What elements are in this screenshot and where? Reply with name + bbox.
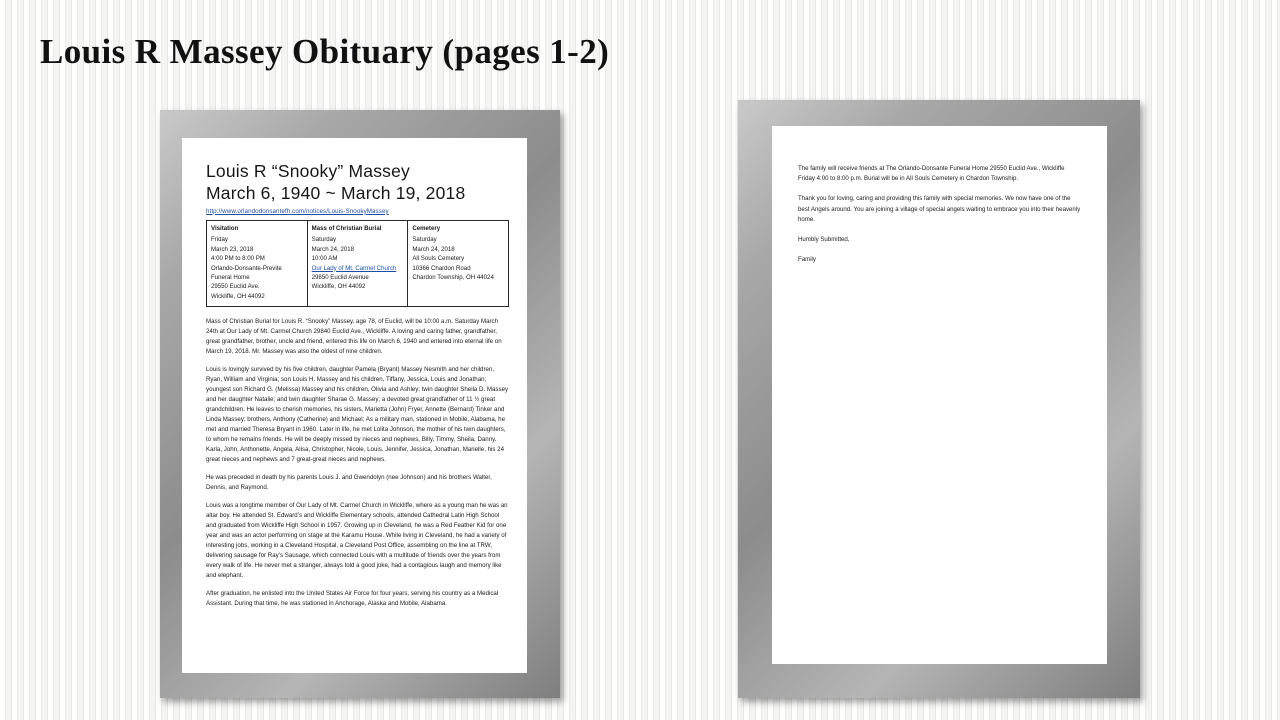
obituary-page-2-content <box>772 126 1107 664</box>
cell-line: 29550 Euclid Ave. <box>211 283 260 291</box>
cell-line: 4:00 PM to 8:00 PM <box>211 255 265 263</box>
document-frame-page-1[interactable] <box>160 110 560 698</box>
cell-line: Funeral Home <box>211 273 250 281</box>
cell-line: All Souls Cemetery <box>412 255 465 263</box>
obituary-paragraph: Louis is lovingly survived by his five children, daughter Pamela (Bryant) Massey Nesmith and her children, Ryan, William and Virginia; son Louis H. Massey and his children, Tiffany, Jessica, Louis and Jonathan; youngest son Richard G. (Melissa) Massey and his children, Olivia and Ashley; twin daughter Sheila D. Massey and her daughter Natalie; and twin daughter Sharae G. Massey; a devoted great grandfather of 11 ½ great grandchildren. He leaves to cherish memories, his sisters, Marietta (John) Fryer, Annette (Bernard) Tinker and Linda Massey; brothers, Anthony (Catherine) and Michael; As a military man, stationed in Mobile, Alabama, he met and married Theresa Bryant in 1960. Later in life, he met Lolita Johnson, the mother of his twin daughters, to whom he remains friends. He will be deeply missed by nieces and nephews, Billy, Timmy, Sheila, Danny, Karla, John, Anthonette, Angela, Alisa, Christopher, Nicole, Louis, Jennifer, Jessica, Jonathan, Marielle, his 24 great nieces and nephews and 7 great-great nieces and nephews. <box>206 366 509 463</box>
service-details-table <box>206 220 509 308</box>
church-link[interactable]: Our Lady of Mt. Carmel Church <box>311 264 397 272</box>
cell-line: Orlando-Donsante-Previte <box>211 264 282 272</box>
table-header-row <box>207 220 509 235</box>
cell-line: March 23, 2018 <box>211 245 254 253</box>
table-cell-visitation <box>207 235 308 307</box>
table-header-cemetery: Cemetery <box>408 220 509 235</box>
cell-line: 29850 Euclid Avenue <box>311 273 369 281</box>
cell-line: Saturday <box>311 236 337 244</box>
obituary-source-link[interactable]: http://www.orlandodonsantefh.com/notices/Louis-SnookyMassey <box>206 207 389 215</box>
document-frame-page-2[interactable] <box>738 100 1140 698</box>
obituary-page-1-content <box>182 138 527 673</box>
closing-line: Humbly Submitted, <box>798 236 850 244</box>
obituary-paragraph: After graduation, he enlisted into the United States Air Force for four years, serving his country as a Medical Assistant. During that time, he was stationed in Anchorage, Alaska and Mobile, Alabama. <box>206 589 499 607</box>
obituary-paragraph: Thank you for loving, caring and providing this family with special memories. We now have one of the best Angels around. You are joining a village of special angels waiting to embrace you into their heavenly home. <box>798 195 1081 223</box>
obituary-paragraph: He was preceded in death by his parents Louis J. and Gwendolyn (nee Johnson) and his brothers Walter, Dennis, and Raymond. <box>206 473 492 491</box>
cell-line: Saturday <box>412 236 437 244</box>
cell-line: 10366 Chardon Road <box>412 264 471 272</box>
obituary-paragraph: Louis was a longtime member of Our Lady of Mt. Carmel Church in Wickliffe, where as a young man he was an altar boy. He attended St. Edward’s and Wickliffe Elementary schools, attended Cathedral Latin High School and graduated from Wickliffe High School in 1957. Growing up in Cleveland, he was a Red Feather Kid for one year and was an actor performing on stage at the Karamu House. While living in Cleveland, he had a variety of interesting jobs, working in a Cleveland Hospital, a Cleveland Post Office, assembling on the line at TRW, delivering sausage for Ray’s Sausage, which connected Louis with a multitude of friends over the years from every walk of life. He never met a stranger, always told a good joke, had a contagious laugh and memory like and elephant. <box>206 501 508 579</box>
table-row <box>207 235 509 307</box>
table-cell-cemetery <box>408 235 509 307</box>
deceased-dates: March 6, 1940 ~ March 19, 2018 <box>206 183 466 204</box>
obituary-paragraph: The family will receive friends at The Orlando-Donsante Funeral Home 29550 Euclid Ave., Wickliffe Friday 4:00 to 8:00 p.m. Burial will be in All Souls Cemetery in Chardon Township. <box>798 165 1065 183</box>
cell-line: Wickliffe, OH 44092 <box>311 283 366 291</box>
cell-line: March 24, 2018 <box>412 245 455 253</box>
document-page-1 <box>182 138 527 673</box>
signature-line: Family <box>798 256 816 264</box>
cell-line: 10:00 AM <box>311 255 338 263</box>
table-header-visitation: Visitation <box>207 220 308 235</box>
cell-line: March 24, 2018 <box>311 245 355 253</box>
table-header-mass: Mass of Christian Burial <box>307 220 408 235</box>
document-page-2 <box>772 126 1107 664</box>
cell-line: Wickliffe, OH 44092 <box>211 292 265 300</box>
cell-line: Chardon Township, OH 44024 <box>412 273 494 281</box>
deceased-name: Louis R “Snooky” Massey <box>206 161 410 181</box>
table-cell-mass <box>307 235 408 307</box>
cell-line: Friday <box>211 236 228 244</box>
obituary-paragraph: Mass of Christian Burial for Louis R. “Snooky” Massey, age 78, of Euclid, will be 10:00 a.m. Saturday March 24th at Our Lady of Mt. Carmel Church 29840 Euclid Ave., Wickliffe. A loving and caring father, grandfather, great grandfather, brother, uncle and friend, entered this life on March 6, 1940 and entered into eternal life on March 19, 2018. Mr. Massey was also the oldest of nine children. <box>206 318 502 356</box>
page-title: Louis R Massey Obituary (pages 1-2) <box>40 32 610 71</box>
